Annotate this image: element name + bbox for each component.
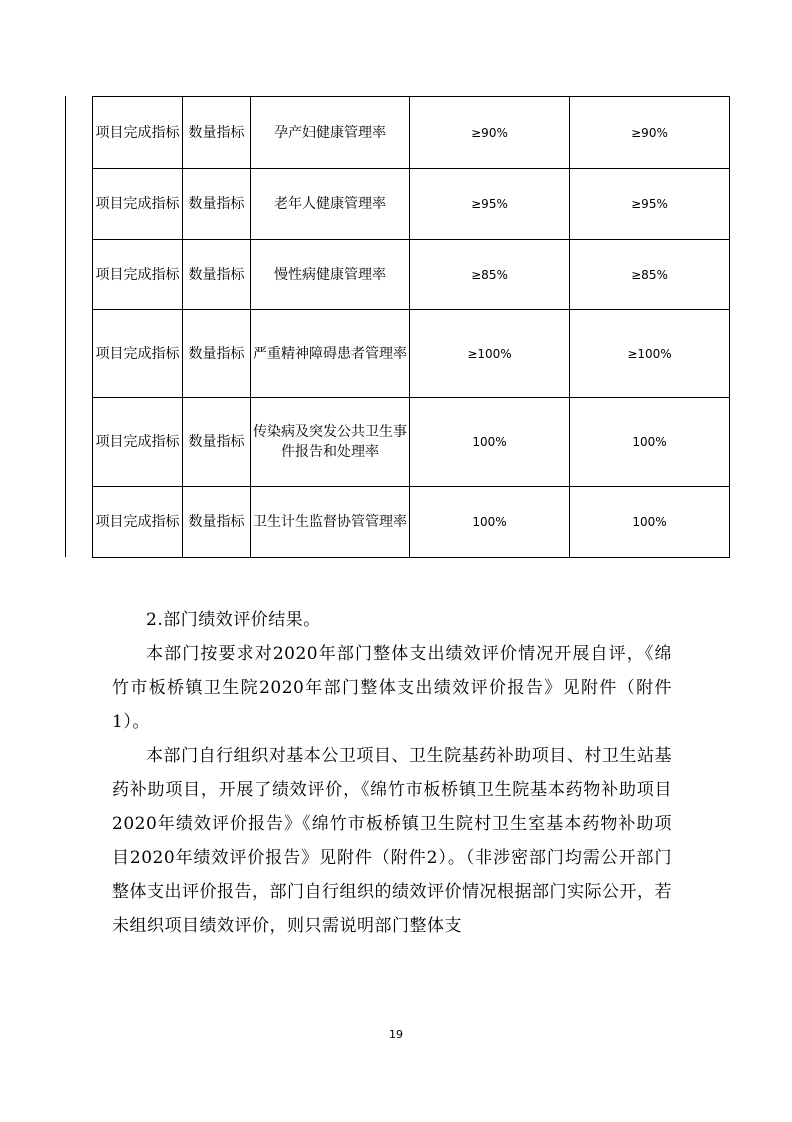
table-row bbox=[93, 97, 730, 169]
indicator-name-cell: 传染病及突发公共卫生事件报告和处理率 bbox=[251, 398, 410, 487]
performance-indicator-table bbox=[92, 96, 730, 558]
page-number: 19 bbox=[389, 1028, 403, 1041]
indicator-level2-cell: 数量指标 bbox=[183, 97, 251, 169]
indicator-level2-cell: 数量指标 bbox=[183, 240, 251, 310]
actual-value-cell: 100% bbox=[570, 487, 730, 558]
table-left-border bbox=[65, 96, 66, 557]
indicator-level1-cell: 项目完成指标 bbox=[93, 487, 183, 558]
target-value-cell: ≥100% bbox=[410, 310, 570, 398]
indicator-level2-cell: 数量指标 bbox=[183, 398, 251, 487]
target-value-cell: ≥95% bbox=[410, 169, 570, 240]
indicator-level1-cell: 项目完成指标 bbox=[93, 310, 183, 398]
indicator-name-cell: 孕产妇健康管理率 bbox=[251, 97, 410, 169]
actual-value-cell: ≥95% bbox=[570, 169, 730, 240]
indicator-name-cell: 严重精神障碍患者管理率 bbox=[251, 310, 410, 398]
target-value-cell: ≥85% bbox=[410, 240, 570, 310]
target-value-cell: 100% bbox=[410, 487, 570, 558]
actual-value-cell: 100% bbox=[570, 398, 730, 487]
target-value-cell: 100% bbox=[410, 398, 570, 487]
paragraph-project-evaluation: 本部门自行组织对基本公卫项目、卫生院基药补助项目、村卫生站基药补助项目，开展了绩效评价，《绵竹市板桥镇卫生院基本药物补助项目2020年绩效评价报告》《绵竹市板桥镇卫生院村卫生室基本药物补助项目2020年绩效评价报告》见附件（附件2）。（非涉密部门均需公开部门整体支出评价报告，部门自行组织的绩效评价情况根据部门实际公开，若未组织项目绩效评价，则只需说明部门整体支 bbox=[112, 746, 672, 936]
paragraph-self-evaluation: 本部门按要求对2020年部门整体支出绩效评价情况开展自评，《绵竹市板桥镇卫生院2020年部门整体支出绩效评价报告》见附件（附件1）。 bbox=[112, 644, 672, 732]
indicator-name-cell: 卫生计生监督协管管理率 bbox=[251, 487, 410, 558]
indicator-level1-cell: 项目完成指标 bbox=[93, 398, 183, 487]
table-row bbox=[93, 169, 730, 240]
actual-value-cell: ≥90% bbox=[570, 97, 730, 169]
indicator-level2-cell: 数量指标 bbox=[183, 487, 251, 558]
actual-value-cell: ≥100% bbox=[570, 310, 730, 398]
target-value-cell: ≥90% bbox=[410, 97, 570, 169]
table-row bbox=[93, 310, 730, 398]
indicator-level1-cell: 项目完成指标 bbox=[93, 97, 183, 169]
indicator-level2-cell: 数量指标 bbox=[183, 169, 251, 240]
section-heading: 2.部门绩效评价结果。 bbox=[146, 610, 321, 630]
table-row bbox=[93, 487, 730, 558]
table-row bbox=[93, 240, 730, 310]
indicator-level1-cell: 项目完成指标 bbox=[93, 240, 183, 310]
table-row bbox=[93, 398, 730, 487]
body-text bbox=[112, 603, 672, 943]
indicator-name-cell: 慢性病健康管理率 bbox=[251, 240, 410, 310]
indicator-level1-cell: 项目完成指标 bbox=[93, 169, 183, 240]
indicator-name-cell: 老年人健康管理率 bbox=[251, 169, 410, 240]
indicator-level2-cell: 数量指标 bbox=[183, 310, 251, 398]
actual-value-cell: ≥85% bbox=[570, 240, 730, 310]
